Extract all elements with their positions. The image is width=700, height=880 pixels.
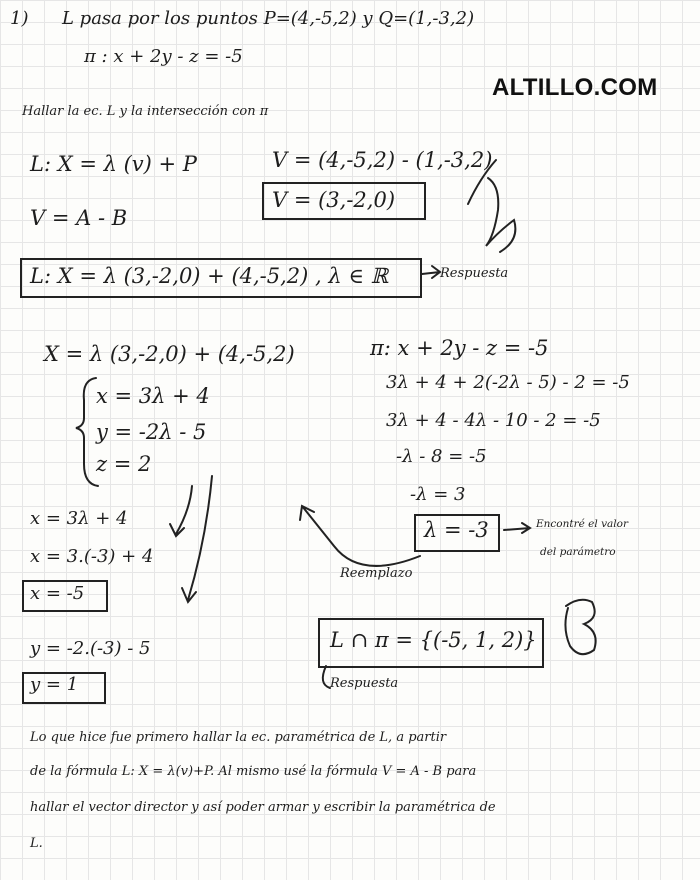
answer-arrow-2 [323,666,330,688]
down-arrow-2 [182,476,212,602]
answer-note-2: Respuesta [330,676,399,691]
intersection-result: L ∩ π = {(-5, 1, 2)} [330,628,537,652]
y-step-1: y = -2.(-3) - 5 [30,638,151,659]
reemplazo-note: Reemplazo [340,566,413,581]
watermark-logo: ALTILLO.COM [492,74,658,101]
lambda-value: λ = -3 [424,518,489,542]
line-formula: L: X = λ (v) + P [30,152,197,176]
answer-note-1: Respuesta [440,266,509,281]
reemplazo-arrow [300,506,420,566]
lambda-note-line1: Encontré el valor [536,518,628,530]
vector-definition: V = A - B [30,206,128,230]
x-step-1: x = 3λ + 4 [30,508,128,529]
problem-number: 1) [10,8,29,29]
substitution-4: -λ = 3 [410,484,466,505]
answer-arrow-1 [422,266,440,278]
conclusion-line-4: L. [30,836,43,851]
system-brace [76,378,98,486]
x-result: x = -5 [30,583,85,604]
vector-calculation: V = (4,-5,2) - (1,-3,2) [272,148,493,172]
conclusion-line-3: hallar el vector director y así poder armar y escribir la paramétrica de [30,800,496,815]
lambda-note-line2: del parámetro [540,546,616,558]
line-equation: L: X = λ (3,-2,0) + (4,-5,2) , λ ∈ ℝ [30,264,389,288]
conclusion-line-2: de la fórmula L: X = λ(v)+P. Al mismo usé la fórmula V = A - B para [30,764,477,779]
problem-statement: L pasa por los puntos P=(4,-5,2) y Q=(1,-3,2) [62,8,475,29]
conclusion-line-1: Lo que hice fue primero hallar la ec. paramétrica de L, a partir [30,730,447,745]
lambda-note-arrow [504,523,530,533]
grade-mark-2 [565,600,595,654]
system-x: x = 3λ + 4 [96,384,210,408]
grade-mark-1 [468,160,515,252]
x-step-2: x = 3.(-3) + 4 [30,546,154,567]
y-result: y = 1 [30,674,79,695]
parametric-equation: X = λ (3,-2,0) + (4,-5,2) [44,342,295,366]
substitution-3: -λ - 8 = -5 [396,446,487,467]
system-y: y = -2λ - 5 [96,420,207,444]
plane-equation: π : x + 2y - z = -5 [84,46,243,67]
vector-result: V = (3,-2,0) [272,188,396,212]
down-arrow-1 [170,486,192,536]
plane-equation-2: π: x + 2y - z = -5 [370,336,549,360]
substitution-1: 3λ + 4 + 2(-2λ - 5) - 2 = -5 [386,372,630,393]
task-statement: Hallar la ec. L y la intersección con π [22,104,269,119]
substitution-2: 3λ + 4 - 4λ - 10 - 2 = -5 [386,410,601,431]
system-z: z = 2 [96,452,152,476]
